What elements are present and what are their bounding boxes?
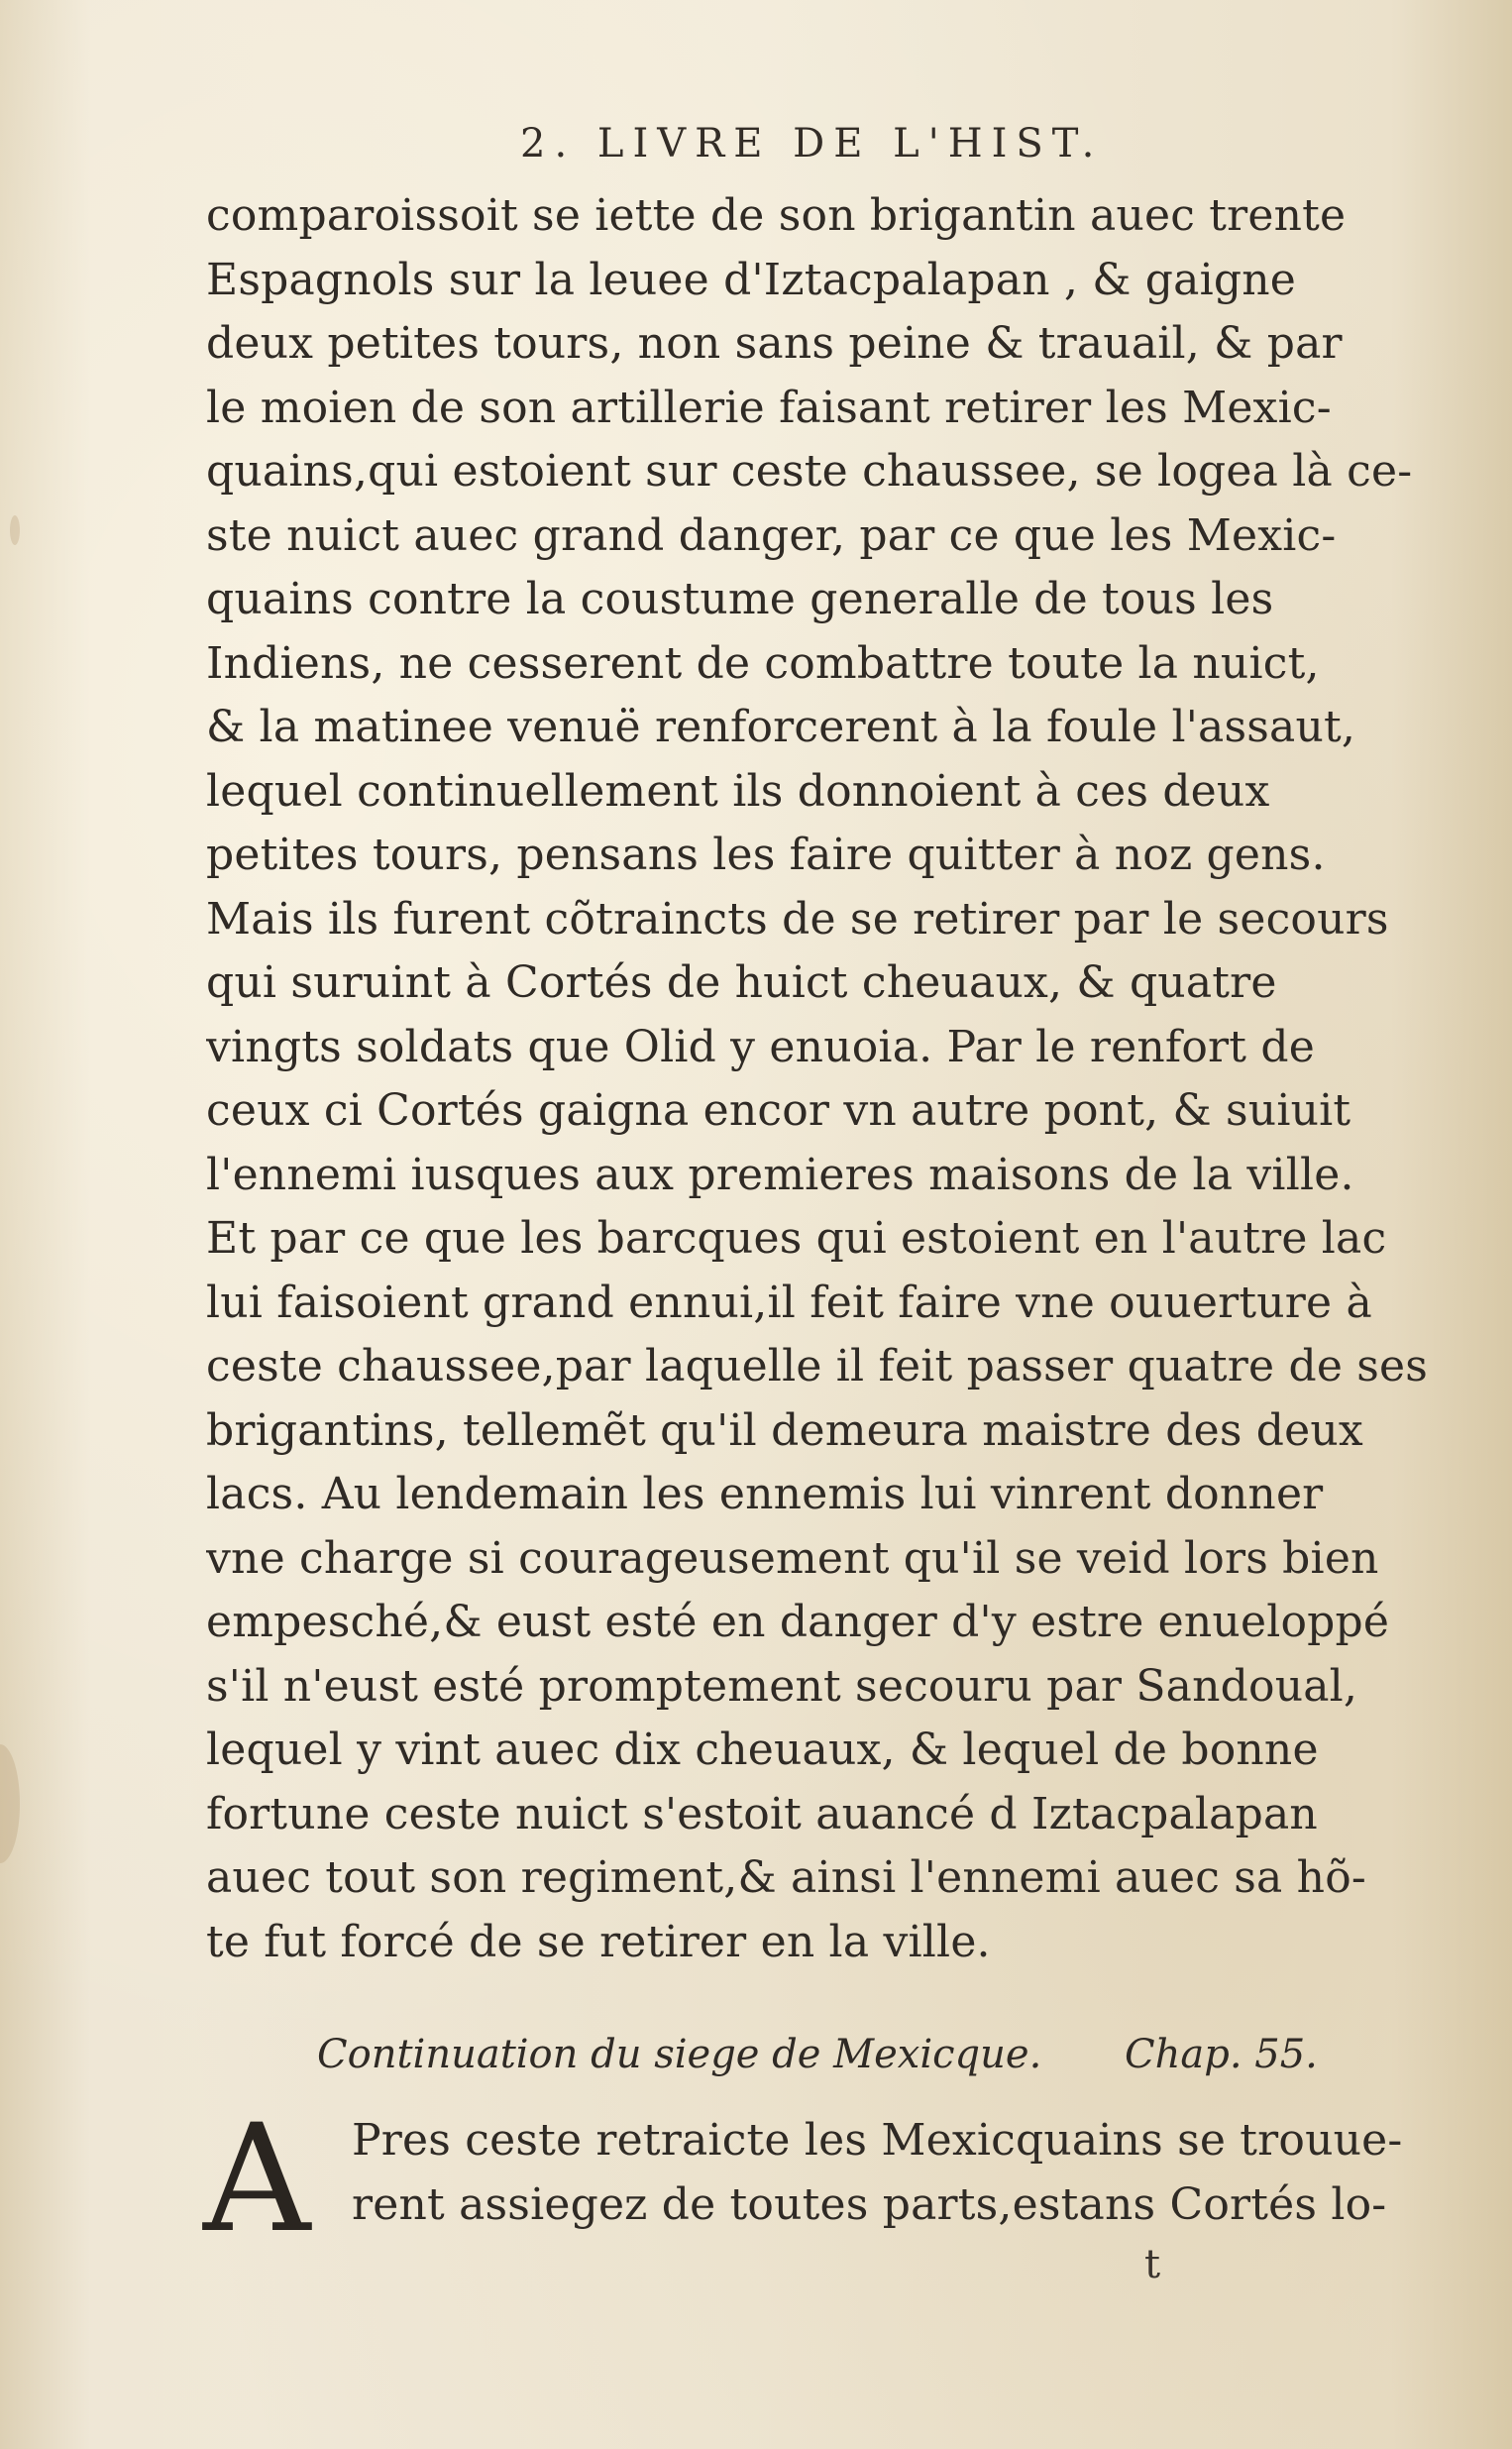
text-line: lequel continuellement ils donnoient à ces deux xyxy=(206,765,1270,817)
text-line: ste nuict auec grand danger, par ce que les Mexic- xyxy=(206,509,1337,561)
text-line: petites tours, pensans les faire quitter à noz gens. xyxy=(206,830,1326,880)
body-text xyxy=(206,184,1435,1974)
drop-cap-initial: A xyxy=(203,2093,311,2266)
text-line: & la matinee venuë renforcerent à la foule l'assaut, xyxy=(206,702,1356,752)
text-line: Espagnols sur la leuee d'Iztacpalapan , & gaigne xyxy=(206,254,1297,305)
text-line: comparoissoit se iette de son brigantin auec trente xyxy=(206,190,1347,241)
text-line: quains contre la coustume generalle de tous les xyxy=(206,574,1274,624)
chapter-text xyxy=(352,2109,1442,2237)
text-line: Indiens, ne cesserent de combattre toute la nuict, xyxy=(206,637,1320,689)
text-line: vingts soldats que Olid y enuoia. Par le renfort de xyxy=(206,1021,1315,1072)
text-line: le moien de son artillerie faisant retirer les Mexic- xyxy=(206,382,1332,433)
text-line: quains,qui estoient sur ceste chaussee, se logea là ce- xyxy=(206,446,1413,497)
text-line: ceste chaussee,par laquelle il feit passer quatre de ses xyxy=(206,1341,1429,1391)
chapter-number: Chap. 55. xyxy=(1125,2032,1318,2077)
text-line: ceux ci Cortés gaigna encor vn autre pont, & suiuit xyxy=(206,1085,1351,1136)
text-line: Et par ce que les barcques qui estoient en l'autre lac xyxy=(206,1213,1387,1264)
text-line: deux petites tours, non sans peine & trauail, & par xyxy=(206,318,1343,369)
text-line: rent assiegez de toutes parts,estans Cortés lo- xyxy=(352,2178,1387,2230)
signature-mark: t xyxy=(1144,2242,1161,2287)
text-line: brigantins, tellemẽt qu'il demeura maistre des deux xyxy=(206,1404,1363,1456)
text-line: s'il n'eust esté promptement secouru par Sandoual, xyxy=(206,1660,1358,1712)
chapter-heading xyxy=(317,2032,1348,2101)
text-line: vne charge si courageusement qu'il se veid lors bien xyxy=(206,1532,1379,1584)
paper-stain xyxy=(0,1744,20,1863)
paper-stain xyxy=(10,515,20,545)
text-line: auec tout son regiment,& ainsi l'ennemi auec sa hõ- xyxy=(206,1852,1366,1903)
chapter-title: Continuation du siege de Mexicque. xyxy=(317,2032,1042,2077)
text-line: lui faisoient grand ennui,il feit faire vne ouuerture à xyxy=(206,1277,1372,1328)
text-line: l'ennemi iusques aux premieres maisons de la ville. xyxy=(206,1149,1354,1200)
text-line: lequel y vint auec dix cheuaux, & lequel de bonne xyxy=(206,1725,1319,1775)
text-line: Mais ils furent cõtraincts de se retirer par le secours xyxy=(206,893,1389,945)
text-line: empesché,& eust esté en danger d'y estre enueloppé xyxy=(206,1597,1390,1647)
text-line: fortune ceste nuict s'estoit auancé d Iztacpalapan xyxy=(206,1788,1318,1839)
text-line: te fut forcé de se retirer en la ville. xyxy=(206,1916,991,1967)
text-line: qui suruint à Cortés de huict cheuaux, & quatre xyxy=(206,957,1277,1008)
text-line: Pres ceste retraicte les Mexicquains se trouue- xyxy=(352,2115,1403,2166)
running-head: 2. LIVRE DE L'HIST. xyxy=(520,121,1104,167)
text-line: lacs. Au lendemain les ennemis lui vinrent donner xyxy=(206,1469,1324,1519)
